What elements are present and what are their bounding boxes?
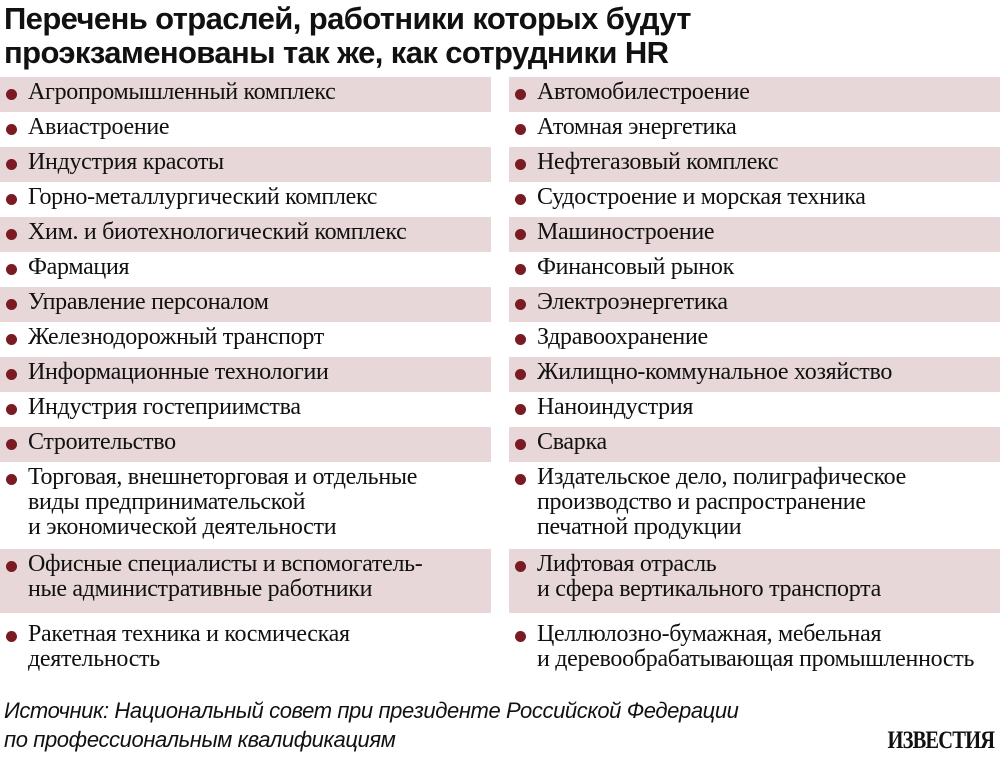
list-item-text: Жилищно-коммунальное хозяйство [537, 359, 893, 385]
list-item [0, 619, 491, 684]
list-item-text: виды предпринимательской [28, 489, 306, 515]
list-item [0, 462, 491, 542]
list-item-text: ные административные работники [28, 576, 373, 602]
bullet-icon [515, 561, 526, 572]
list-item-text: Горно-металлургический комплекс [28, 184, 378, 210]
list-item [509, 217, 1000, 252]
list-item [0, 252, 491, 287]
list-item-text: Хим. и биотехнологический комплекс [28, 219, 407, 245]
izvestia-logo: ИЗВЕСТИЯ [887, 727, 994, 754]
list-item [0, 182, 491, 217]
list-item-text: Финансовый рынок [537, 254, 734, 280]
list-item-text: Агропромышленный комплекс [28, 79, 336, 105]
list-item-text: Целлюлозно-бумажная, мебельная [537, 621, 882, 647]
bullet-icon [6, 194, 17, 205]
list-item-text: Судостроение и морская техника [537, 184, 866, 210]
list-item [509, 112, 1000, 147]
bullet-icon [515, 439, 526, 450]
list-item-text: Офисные специалисты и вспомогатель- [28, 551, 423, 577]
bullet-icon [6, 334, 17, 345]
list-item-text: Нефтегазовый комплекс [537, 149, 779, 175]
industries-grid [0, 77, 1000, 684]
list-item [0, 77, 491, 112]
list-item-text: Торговая, внешнеторговая и отдельные [28, 464, 418, 490]
bullet-icon [515, 299, 526, 310]
list-item-text: Фармация [28, 254, 130, 280]
title-line-2: проэкзаменованы так же, как сотрудники HR [4, 35, 669, 70]
page-title [4, 2, 994, 70]
list-item-text: Атомная энергетика [537, 114, 737, 140]
list-item [509, 619, 1000, 684]
bullet-icon [515, 194, 526, 205]
title-line-1: Перечень отраслей, работники которых будут [4, 1, 691, 36]
source-line-1: Источник: Национальный совет при президенте Российской Федерации [4, 698, 739, 723]
bullet-icon [6, 299, 17, 310]
list-item [509, 322, 1000, 357]
bullet-icon [6, 89, 17, 100]
list-item-text: Наноиндустрия [537, 394, 694, 420]
list-item [0, 549, 491, 613]
list-item [509, 77, 1000, 112]
list-item-text: Ракетная техника и космическая [28, 621, 350, 647]
bullet-icon [6, 229, 17, 240]
list-item-text: Электроэнергетика [537, 289, 728, 315]
list-item-text: Индустрия красоты [28, 149, 224, 175]
list-item [0, 392, 491, 427]
bullet-icon [6, 159, 17, 170]
list-item-text: Издательское дело, полиграфическое [537, 464, 906, 490]
bullet-icon [6, 404, 17, 415]
list-item [509, 252, 1000, 287]
list-item-text: Сварка [537, 429, 607, 455]
list-item-text: Железнодорожный транспорт [28, 324, 324, 350]
list-item [0, 357, 491, 392]
bullet-icon [515, 334, 526, 345]
list-item-text: производство и распространение [537, 489, 866, 515]
list-item [0, 112, 491, 147]
bullet-icon [515, 631, 526, 642]
bullet-icon [515, 404, 526, 415]
list-item-text: и сфера вертикального транспорта [537, 576, 881, 602]
bullet-icon [6, 474, 17, 485]
bullet-icon [6, 631, 17, 642]
list-item-text: и экономической деятельности [28, 514, 337, 540]
list-item [0, 287, 491, 322]
list-item-text: деятельность [28, 646, 160, 672]
list-item-text: Индустрия гостеприимства [28, 394, 301, 420]
list-item-text: Информационные технологии [28, 359, 329, 385]
source-note [4, 696, 864, 754]
bullet-icon [6, 439, 17, 450]
list-item [509, 287, 1000, 322]
list-item [0, 147, 491, 182]
list-item [509, 427, 1000, 462]
list-item [0, 217, 491, 252]
list-item [509, 462, 1000, 542]
bullet-icon [515, 474, 526, 485]
list-item [509, 357, 1000, 392]
list-item [0, 427, 491, 462]
list-item-text: Машиностроение [537, 219, 715, 245]
bullet-icon [6, 264, 17, 275]
list-item [0, 322, 491, 357]
list-item-text: Здравоохранение [537, 324, 708, 350]
bullet-icon [6, 369, 17, 380]
bullet-icon [515, 369, 526, 380]
list-item-text: Лифтовая отрасль [537, 551, 717, 577]
list-item [509, 392, 1000, 427]
list-item-text: Строительство [28, 429, 176, 455]
bullet-icon [6, 124, 17, 135]
list-item [509, 182, 1000, 217]
source-line-2: по профессиональным квалификациям [4, 727, 396, 752]
bullet-icon [515, 89, 526, 100]
bullet-icon [6, 561, 17, 572]
bullet-icon [515, 229, 526, 240]
list-item-text: Автомобилестроение [537, 79, 750, 105]
list-item [509, 549, 1000, 613]
list-item-text: Управление персоналом [28, 289, 269, 315]
bullet-icon [515, 124, 526, 135]
list-item-text: Авиастроение [28, 114, 170, 140]
bullet-icon [515, 264, 526, 275]
bullet-icon [515, 159, 526, 170]
list-item [509, 147, 1000, 182]
list-item-text: печатной продукции [537, 514, 742, 540]
list-item-text: и деревообрабатывающая промышленность [537, 646, 975, 672]
